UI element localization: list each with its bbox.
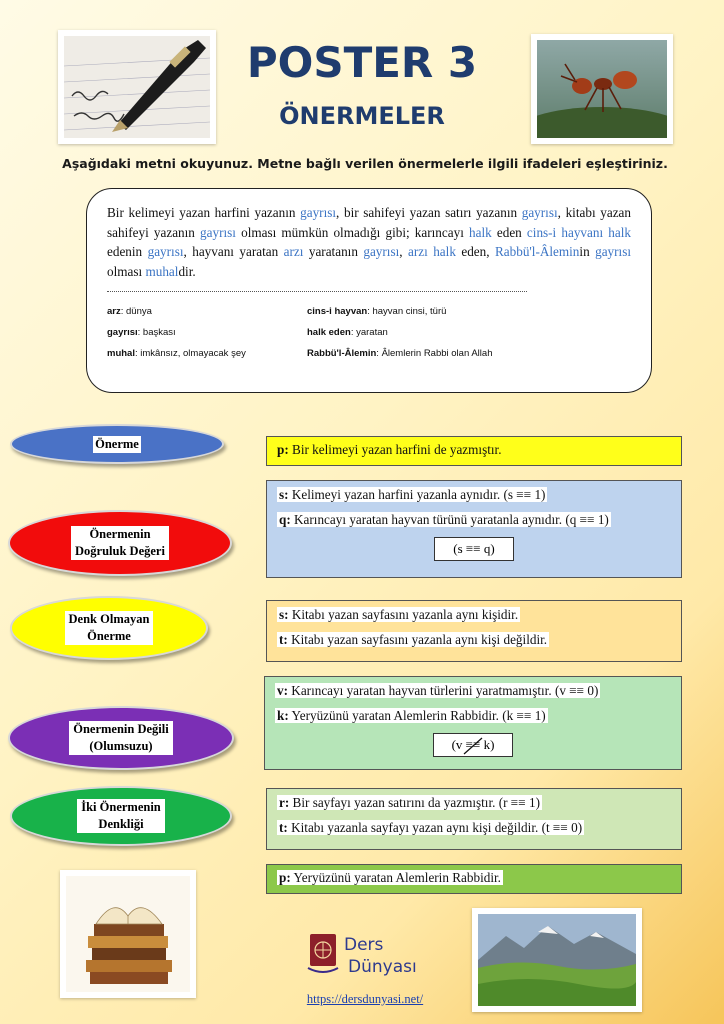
website-link[interactable]: https://dersdunyasi.net/	[306, 992, 424, 1006]
passage-segment: yaratanın	[303, 244, 364, 259]
glossary-item: Rabbü'l-Âlemin: Âlemlerin Rabbi olan Allah	[307, 348, 493, 359]
label-denkligi: İki Önermenin Denkliği	[10, 786, 232, 846]
glossary	[107, 306, 631, 359]
page-subtitle: ÖNERMELER	[279, 102, 445, 130]
passage-segment: eden	[491, 224, 527, 240]
landscape-photo	[472, 908, 642, 1012]
highlighted-term: gayrısı	[521, 205, 558, 220]
passage-text	[107, 203, 631, 281]
dotted-divider	[107, 291, 527, 292]
logo-text-1: Ders	[344, 935, 384, 955]
passage-segment: , bir sahifeyi yazan satırı yazanın	[336, 205, 522, 220]
box-p-harf: p: Bir kelimeyi yazan harfini de yazmıştır.	[266, 436, 682, 466]
highlighted-term: halk	[469, 224, 492, 240]
label-degili: Önermenin Değili (Olumsuzu)	[8, 706, 234, 770]
highlighted-term: gayrısı	[363, 244, 400, 259]
box-p-rab: p: Yeryüzünü yaratan Alemlerin Rabbidir.	[266, 864, 682, 894]
highlighted-term: halk	[433, 244, 456, 259]
equivalence-box: (s ≡≡ q)	[434, 537, 514, 561]
passage-segment: ,	[399, 244, 408, 259]
passage-segment: eden,	[455, 244, 495, 259]
highlighted-term: cins-i hayvanı	[526, 224, 604, 240]
passage-segment: olması	[107, 263, 146, 279]
highlighted-term: halk	[608, 224, 631, 240]
passage-segment: Bir kelimeyi yazan harfini yazanın	[107, 205, 301, 220]
glossary-item: arz: dünya	[107, 306, 152, 317]
passage-box	[86, 188, 652, 393]
passage-segment: in	[579, 244, 596, 259]
label-denk-olmayan: Denk Olmayan Önerme	[10, 596, 208, 660]
landscape-icon	[478, 914, 636, 1006]
instruction-text: Aşağıdaki metni okuyunuz. Metne bağlı verilen önermelerle ilgili ifadeleri eşleştiriniz.	[62, 156, 668, 171]
highlighted-term: gayrısı	[300, 205, 337, 220]
books-photo	[60, 870, 196, 998]
label-onerme: Önerme	[10, 424, 224, 464]
glossary-item: cins-i hayvan: hayvan cinsi, türü	[307, 306, 447, 317]
passage-segment: dir.	[178, 263, 196, 279]
highlighted-term: Rabbü'l-Âlemin	[494, 244, 580, 259]
passage-segment: edenin	[107, 244, 148, 259]
glossary-item: muhal: imkânsız, olmayacak şey	[107, 348, 246, 359]
box-degili: v: Karıncayı yaratan hayvan türlerini yaratmamıştır. (v ≡≡ 0) k: Yeryüzünü yaratan Alemlerin Rabbidir. (k ≡≡ 1) (v ≡≡ k)	[264, 676, 682, 770]
highlighted-term: gayrısı	[595, 244, 632, 259]
box-dogruluk: s: Kelimeyi yazan harfini yazanla aynıdır. (s ≡≡ 1) q: Karıncayı yaratan hayvan türünü yaratanla aynıdır. (q ≡≡ 1) (s ≡≡ q)	[266, 480, 682, 578]
logo-text-2: Dünyası	[348, 957, 417, 977]
passage-segment: , hayvanı yaratan	[183, 244, 284, 259]
box-denkligi: r: Bir sayfayı yazan satırını da yazmıştır. (r ≡≡ 1) t: Kitabı yazanla sayfayı yazan aynı kişi değildir. (t ≡≡ 0)	[266, 788, 682, 850]
non-equivalence-box: (v ≡≡ k)	[433, 733, 513, 757]
passage-segment: , kitabı yazan sahifeyi yazanın	[107, 205, 632, 240]
passage-segment: olması mümkün olmadığı gibi; karıncayı	[235, 224, 470, 240]
highlighted-term: gayrısı	[147, 244, 184, 259]
highlighted-term: gayrısı	[200, 224, 236, 240]
box-denk-olmayan: s: Kitabı yazan sayfasını yazanla aynı kişidir. t: Kitabı yazan sayfasını yazanla aynı kişi değildir.	[266, 600, 682, 662]
globe-book-icon	[304, 926, 424, 986]
books-icon	[66, 876, 190, 992]
highlighted-term: muhal	[145, 263, 179, 279]
page-title: POSTER 3	[246, 38, 478, 87]
ders-dunyasi-logo	[304, 926, 424, 986]
highlighted-term: arzı	[408, 244, 428, 259]
glossary-item: halk eden: yaratan	[307, 327, 388, 338]
label-dogruluk-degeri: Önermenin Doğruluk Değeri	[8, 510, 232, 576]
slash-icon	[434, 734, 514, 758]
highlighted-term: arzı	[283, 244, 304, 259]
glossary-item: gayrısı: başkası	[107, 327, 176, 338]
